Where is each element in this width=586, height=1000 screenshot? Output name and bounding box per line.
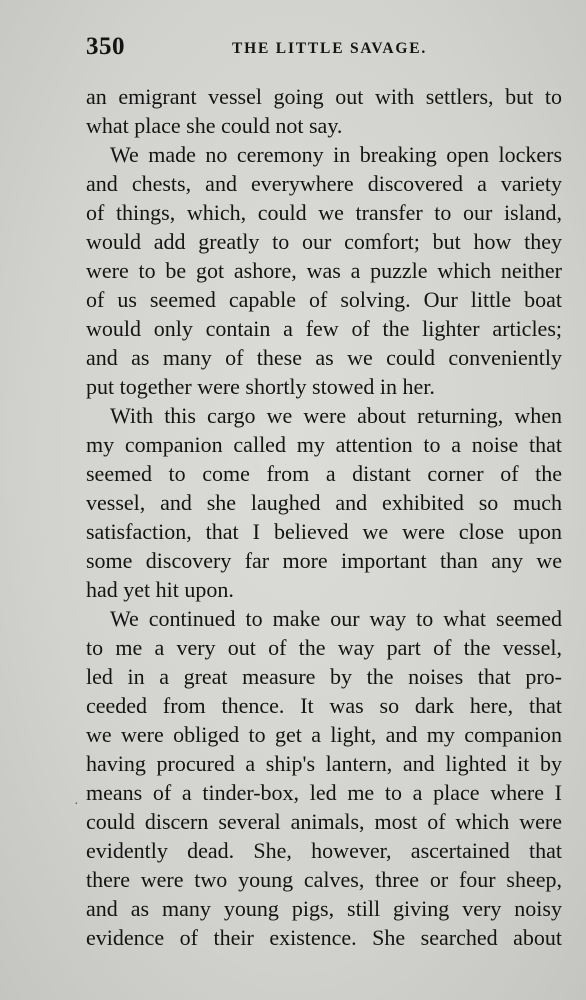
text-line: of things, which, could we transfer to our island, <box>86 200 562 225</box>
text-line: to me a very out of the way part of the vessel, <box>86 635 562 660</box>
text-line: would only contain a few of the lighter articles; <box>86 316 562 341</box>
text-line: and as many young pigs, still giving very noisy <box>86 896 562 921</box>
text-line: there were two young calves, three or four sheep, <box>86 867 562 892</box>
page-header <box>86 30 562 70</box>
text-line: would add greatly to our comfort; but how they <box>86 229 562 254</box>
text-line: were to be got ashore, was a puzzle which neither <box>86 258 562 283</box>
text-line: means of a tinder-box, led me to a place where I <box>86 780 562 805</box>
text-line: and chests, and everywhere discovered a variety <box>86 171 562 196</box>
text-line: We made no ceremony in breaking open lockers <box>110 142 562 167</box>
text-line: my companion called my attention to a noise that <box>86 432 562 457</box>
text-line: and as many of these as we could conveniently <box>86 345 562 370</box>
page-number: 350 <box>86 33 125 60</box>
text-line: With this cargo we were about returning, when <box>110 403 562 428</box>
text-line: led in a great measure by the noises that pro- <box>86 664 562 689</box>
text-line: ceeded from thence. It was so dark here, that <box>86 693 562 718</box>
text-line: an emigrant vessel going out with settlers, but to <box>86 84 562 109</box>
text-line: having procured a ship's lantern, and lighted it by <box>86 751 562 776</box>
text-line: could discern several animals, most of which were <box>86 809 562 834</box>
text-line: evidence of their existence. She searched about <box>86 925 562 950</box>
margin-speck: · <box>74 797 79 812</box>
text-line: we were obliged to get a light, and my companion <box>86 722 562 747</box>
text-line: vessel, and she laughed and exhibited so much <box>86 490 562 515</box>
text-line: evidently dead. She, however, ascertained that <box>86 838 562 863</box>
running-title: THE LITTLE SAVAGE. <box>232 40 428 57</box>
body-text <box>86 82 562 952</box>
text-line: seemed to come from a distant corner of the <box>86 461 562 486</box>
text-line: of us seemed capable of solving. Our little boat <box>86 287 562 312</box>
text-line: put together were shortly stowed in her. <box>86 374 435 399</box>
text-line: We continued to make our way to what seemed <box>110 606 562 631</box>
text-line: had yet hit upon. <box>86 577 234 602</box>
text-line: what place she could not say. <box>86 113 343 138</box>
text-line: satisfaction, that I believed we were close upon <box>86 519 562 544</box>
text-line: some discovery far more important than any we <box>86 548 562 573</box>
